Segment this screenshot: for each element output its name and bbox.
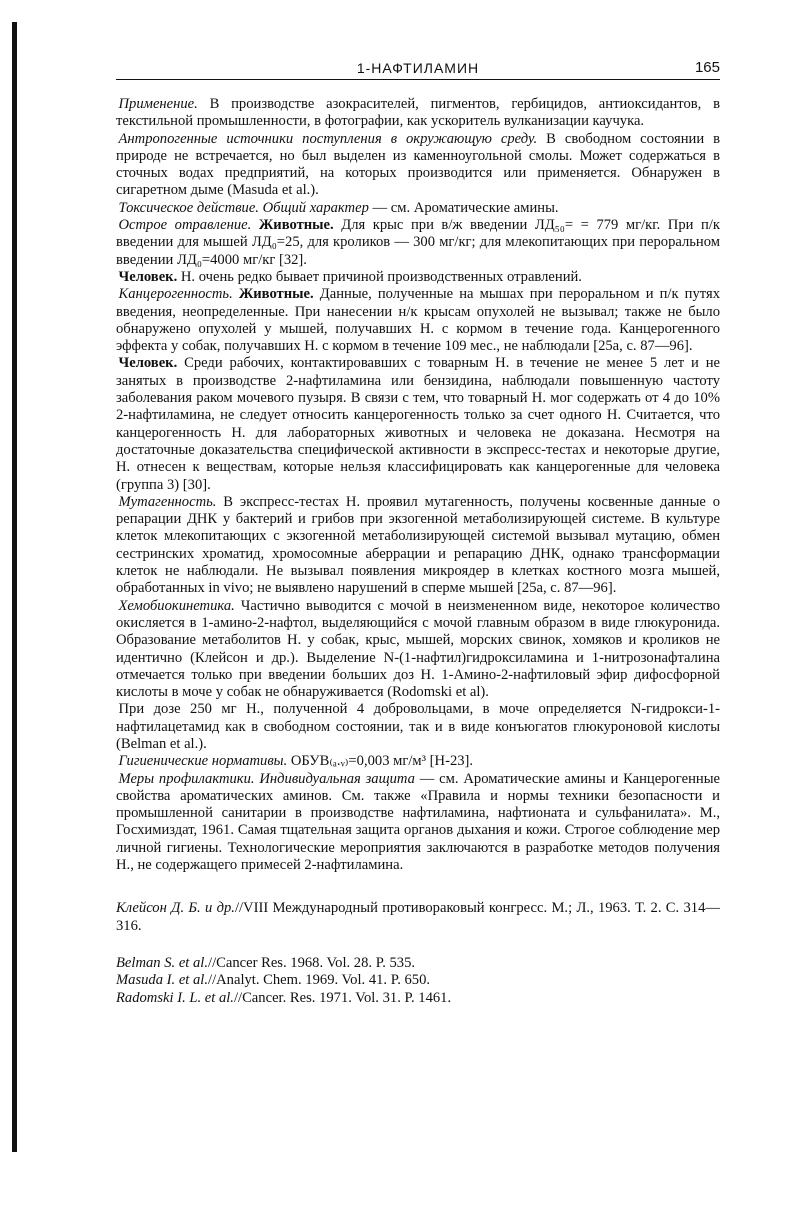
reference-author: Radomski I. L. et al. xyxy=(116,989,234,1006)
paragraph-text: Для крыс при в/ж введении ЛД₅₀= = 779 мг/кг. При п/к введении для мышей ЛД₀=25, для кроликов — 300 мг/кг; для млекопитающих при пероральном введении ЛД₀=4000 мг/кг [32]. xyxy=(116,217,720,268)
paragraph-carcinogenicity-human xyxy=(116,355,720,493)
header-rule xyxy=(116,79,720,80)
paragraph-text: Н. очень редко бывает причиной производственных отравлений. xyxy=(177,268,582,285)
paragraph-text: — см. Ароматические амины. xyxy=(368,199,559,216)
references xyxy=(116,900,720,1006)
paragraph-carcinogenicity xyxy=(116,286,720,355)
section-lead: Применение. xyxy=(118,96,198,112)
paragraph-text: — см. Ароматические амины и Канцерогенные свойства ароматических аминов. См. также «Правила и нормы техники безопасности и промышленной санитарии в производстве нафтиламина, нафтионата и сульфанилата». М., Госхимиздат, 1961. Самая тщательная защита органов дыхания и кожи. Строгое соблюдение мер личной гигиены. Технологические мероприятия заключаются в разработке методов получения Н., не содержащего примесей 2-нафтиламина. xyxy=(116,770,720,874)
page-body xyxy=(116,96,720,1007)
reference-author: Клейсон Д. Б. и др. xyxy=(116,900,235,917)
reference-author: Masuda I. et al. xyxy=(116,972,209,989)
reference-source: //Cancer. Res. 1971. Vol. 31. P. 1461. xyxy=(233,989,452,1006)
section-lead: Меры профилактики. Индивидуальная защита xyxy=(118,770,415,787)
paragraph-acute-human xyxy=(116,269,720,286)
page-header xyxy=(116,58,720,80)
binding-edge xyxy=(12,22,17,1152)
section-lead: Мутагенность. xyxy=(118,493,217,510)
paragraph-sources xyxy=(116,131,720,200)
page-number: 165 xyxy=(694,59,720,76)
subsection-lead: Животные. xyxy=(232,286,314,303)
subsection-lead: Человек. xyxy=(118,355,178,372)
subsection-lead: Животные. xyxy=(251,217,334,234)
paragraph-text: Среди рабочих, контактировавших с товарным Н. в течение не менее 5 лет и не занятых в производстве 2-нафтиламина или бензидина, наблюдали повышенную частоту заболевания раком мочевого пузыря. В связи с тем, что товарный Н. мог содержать от 4 до 10% 2-нафтиламина, не следует относить канцерогенность только за счет одного Н. Считается, что канцерогенность Н. для лабораторных животных и человека не доказана. Несмотря на достаточные доказательства специфической активности в экспресс-тестах и некоторые другие, Н. отнесен к веществам, которые нельзя классифицировать как канцерогенные для человека (группа 3) [30]. xyxy=(116,355,720,493)
subsection-lead: Человек. xyxy=(118,268,178,285)
section-lead: Гигиенические нормативы. xyxy=(118,753,288,770)
running-title: 1-НАФТИЛАМИН xyxy=(356,60,480,76)
paragraph-application xyxy=(116,96,720,131)
paragraph-mutagenicity xyxy=(116,494,720,598)
paragraph-text: В производстве азокрасителей, пигментов, гербицидов, антиоксидантов, в текстильной промышленности, в фотографии, как ускоритель вулканизации каучука. xyxy=(116,96,720,130)
section-lead: Антропогенные источники поступления в окружающую среду. xyxy=(118,130,538,147)
reference-item xyxy=(116,955,720,972)
paragraph-text: Частично выводится с мочой в неизмененном виде, некоторое количество окисляется в 1-амино-2-нафтол, выделяющийся с мочой главным образом в виде глюкуронида. Образование метаболитов Н. у собак, крыс, мышей, морских свинок, хомяков и кроликов не идентично (Клейсон и др.). Выделение N-(1-нафтил)гидроксиламина и 1-нитрозонафталина отмечается только при введении больших доз Н. 1-Амино-2-нафтиловый эфир дифосфорной кислоты в моче у собак не обнаруживается (Rodomski et al). xyxy=(116,597,720,701)
section-lead: Токсическое действие. Общий характер xyxy=(118,199,369,216)
reference-source: //Analyt. Chem. 1969. Vol. 41. P. 650. xyxy=(208,972,431,989)
references-foreign xyxy=(116,955,720,1007)
paragraph-text: В свободном состоянии в природе не встречается, но был выделен из каменноугольной смолы. Может содержаться в сточных водах предприятий, на которых производится или применяется. Обнаружен в сигаретном дыме (Masuda et al.). xyxy=(116,130,720,199)
paragraph-chemobiokinetics xyxy=(116,598,720,702)
reference-russian xyxy=(116,900,720,935)
section-lead: Хемобиокинетика. xyxy=(118,597,235,614)
paragraph-text: ОБУВ₍ₐ.ᵥ₎=0,003 мг/м³ [Н-23]. xyxy=(287,753,474,770)
paragraph-text: Данные, полученные на мышах при пероральном и п/к путях введения, неопределенные. При нанесении н/к крысам опухолей не вызывал; также не было обнаружено опухолей у мышей, получавших Н. с кормом в течение года. Канцерогенного эффекта у собак, получавших Н. с кормом в течение 109 мес., не наблюдали [25а, с. 87—96]. xyxy=(116,286,720,355)
reference-author: Belman S. et al. xyxy=(116,954,209,971)
reference-source: //Cancer Res. 1968. Vol. 28. P. 535. xyxy=(208,954,416,971)
reference-item xyxy=(116,972,720,989)
paragraph-acute-poisoning xyxy=(116,217,720,269)
reference-item xyxy=(116,990,720,1007)
paragraph-dose-study xyxy=(116,701,720,753)
section-lead: Острое отравление. xyxy=(118,217,252,234)
section-lead: Канцерогенность. xyxy=(118,286,233,303)
paragraph-text: При дозе 250 мг Н., полученной 4 добровольцами, в моче определяется N-гидрокси-1-нафтилацетамид как в свободном состоянии, так и в виде конъюгатов глюкуроновой кислоты (Belman et al.). xyxy=(116,701,720,752)
paragraph-toxic-general xyxy=(116,200,720,217)
paragraph-hygiene-standards xyxy=(116,753,720,770)
paragraph-text: В экспресс-тестах Н. проявил мутагенность, получены косвенные данные о репарации ДНК у бактерий и грибов при экзогенной метаболизирующей системе. В культуре клеток млекопитающих с экзогенной метаболизирующей системой вызывал мутацию, обмен сестринских хроматид, хромосомные аберрации и репарацию ДНК, однако трансформации клеток не наблюдали. Не вызывал появления микроядер в клетках костного мозга мышей, обработанных in vivo; не выявлено нарушений в сперме мышей [25а, с. 87—96]. xyxy=(116,493,720,597)
paragraph-prevention xyxy=(116,771,720,875)
reference-source: //VIII Международный противораковый конгресс. М.; Л., 1963. Т. 2. С. 314—316. xyxy=(116,900,720,934)
